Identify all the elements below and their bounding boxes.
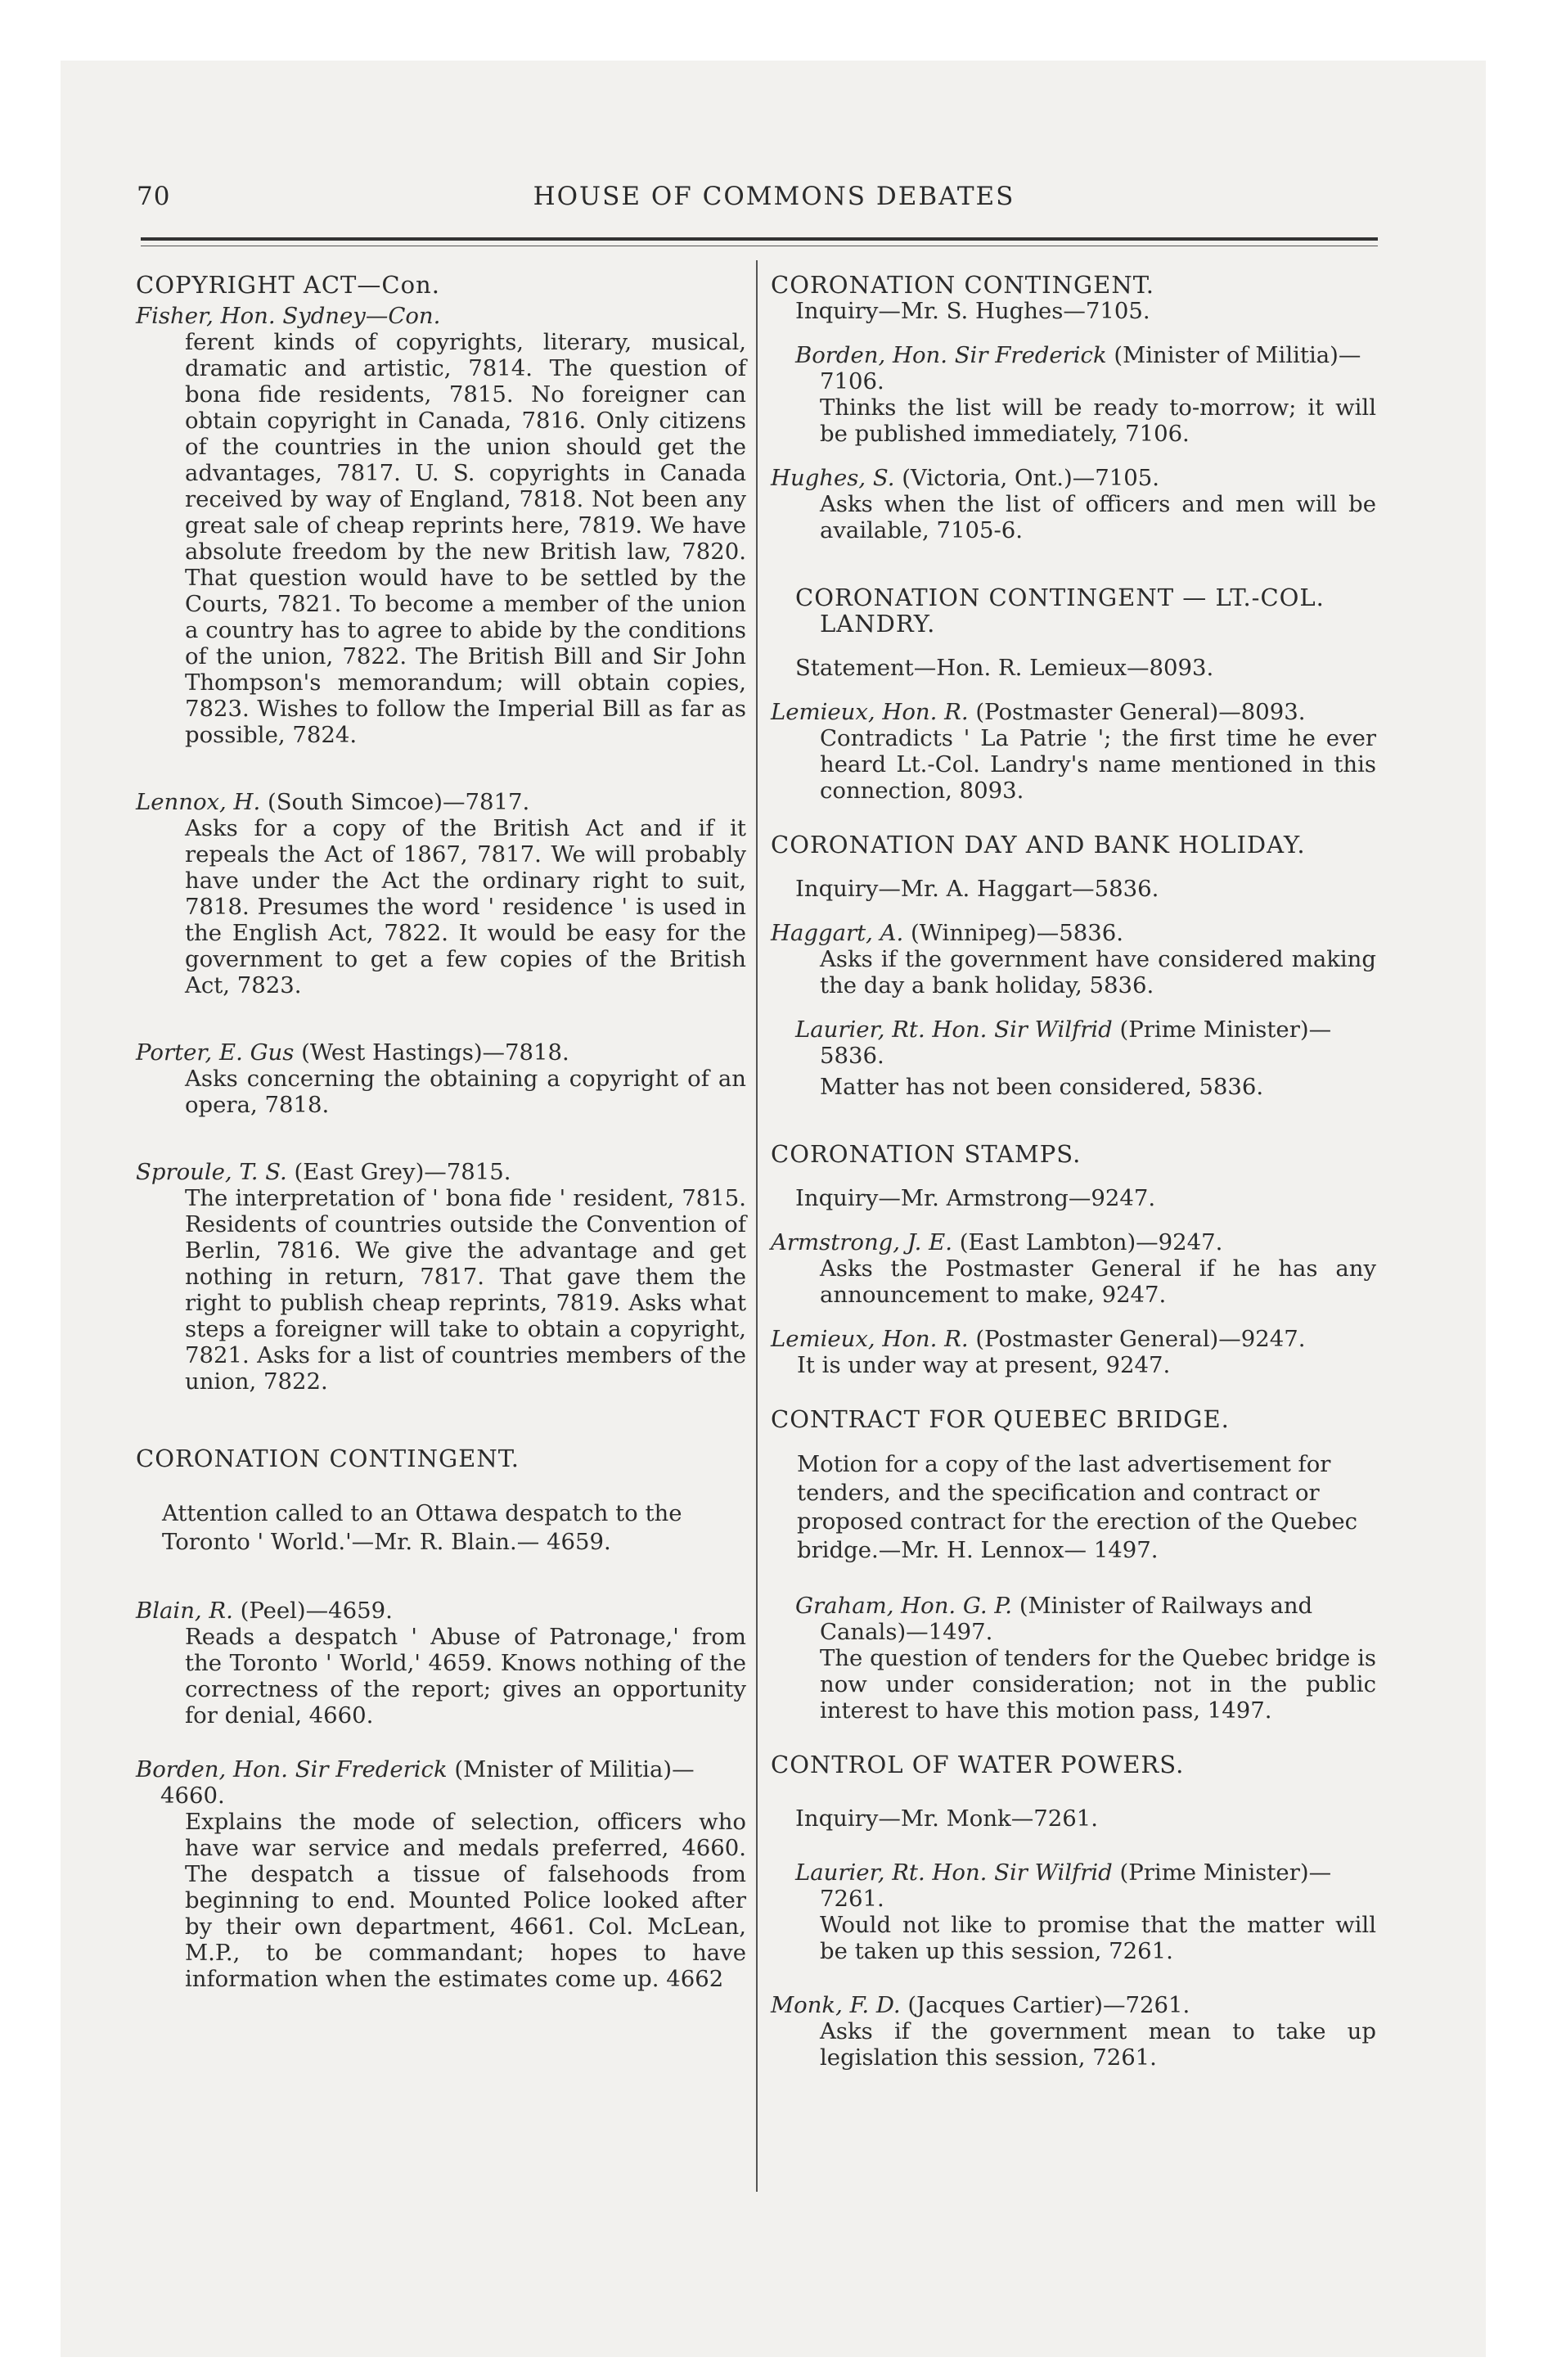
speaker-line: [771, 342, 1376, 394]
speaker-line: [136, 1159, 746, 1185]
inquiry-line: Inquiry—Mr. A. Haggart—5836.: [795, 876, 1159, 902]
entry-text: It is under way at present, 9247.: [797, 1352, 1171, 1378]
entry-text: Thinks the list will be ready to-morrow; it will be published immediately, 7106.: [820, 394, 1376, 447]
speaker-line: [136, 1598, 746, 1624]
speaker-name: Monk, F. D.: [771, 1992, 901, 2018]
speaker-line: [771, 1229, 1376, 1255]
entry-text: Asks if the government have considered making the day a bank holiday, 5836.: [820, 946, 1376, 998]
entry-text: The interpretation of ' bona fide ' resident, 7815. Residents of countries outside the Convention of Berlin, 7816. We give the advantage and get nothing in return, 7817. That gave them the right to publish cheap reprints, 7819. Asks what steps a foreigner will take to obtain a copyright, 7821. Asks for a list of countries members of the union, 7822.: [185, 1185, 746, 1395]
speaker-detail: (West Hastings)—7818.: [301, 1039, 569, 1066]
entry-text: Asks the Postmaster General if he has any announcement to make, 9247.: [820, 1255, 1376, 1308]
running-head: HOUSE OF COMMONS DEBATES: [533, 182, 1015, 211]
speaker-name: Haggart, A.: [771, 920, 904, 946]
speaker-detail: (Postmaster General)—9247.: [975, 1326, 1306, 1352]
section-heading: CORONATION STAMPS.: [771, 1140, 1082, 1168]
speaker-line: [136, 1756, 746, 1809]
page-number: 70: [137, 182, 171, 211]
inquiry-line: Inquiry—Mr. Armstrong—9247.: [795, 1185, 1156, 1211]
speaker-line: [136, 1039, 746, 1066]
entry-text: ferent kinds of copyrights, literary, musical, dramatic and artistic, 7814. The question of bona fide residents, 7815. No foreigner can obtain copyright in Canada, 7816. Only citizens of the countries in the union should get the advantages, 7817. U. S. copyrights in Canada received by way of England, 7818. Not been any great sale of cheap reprints here, 7819. We have absolute freedom by the new British law, 7820. That question would have to be settled by the Courts, 7821. To become a member of the union a country has to agree to abide by the conditions of the union, 7822. The British Bill and Sir John Thompson's memorandum; will obtain copies, 7823. Wishes to follow the Imperial Bill as far as possible, 7824.: [185, 329, 746, 748]
right-column: [771, 272, 1376, 2071]
header-rule: [141, 237, 1378, 241]
speaker-name: Borden, Hon. Sir Frederick: [136, 1756, 448, 1783]
entry-text: Asks when the list of officers and men will be available, 7105-6.: [820, 491, 1376, 543]
speaker-name: Lennox, H.: [136, 789, 261, 815]
speaker-detail: (Jacques Cartier)—7261.: [907, 1992, 1190, 2018]
entry-text: Asks for a copy of the British Act and if it repeals the Act of 1867, 7817. We will probably have under the Act the ordinary right to suit, 7818. Presumes the word ' residence ' is used in the English Act, 7822. It would be easy for the government to get a few copies of the British Act, 7823.: [185, 815, 746, 998]
speaker-name: Lemieux, Hon. R.: [771, 699, 969, 725]
section-heading: CONTRACT FOR QUEBEC BRIDGE.: [771, 1405, 1230, 1433]
speaker-detail: (Winnipeg)—5836.: [911, 920, 1123, 946]
speaker-detail: (Mnister of Militia)—4660.: [160, 1756, 695, 1809]
speaker-name: Borden, Hon. Sir Frederick: [795, 342, 1107, 368]
inquiry-line: Inquiry—Mr. S. Hughes—7105.: [795, 298, 1150, 324]
left-column: [136, 272, 746, 1992]
speaker-line: [771, 465, 1376, 491]
speaker-name: Fisher, Hon. Sydney—Con.: [136, 303, 441, 329]
entry-text: Would not like to promise that the matter will be taken up this session, 7261.: [820, 1912, 1376, 1964]
speaker-line: [771, 1593, 1376, 1645]
speaker-detail: (Minister of Militia)—7106.: [820, 342, 1361, 394]
speaker-line: [136, 789, 746, 815]
speaker-line: [771, 920, 1376, 946]
inquiry-line: Inquiry—Mr. Monk—7261.: [795, 1805, 1098, 1832]
speaker-line: [771, 1016, 1376, 1069]
speaker-name: Laurier, Rt. Hon. Sir Wilfrid: [795, 1859, 1113, 1886]
speaker-detail: (East Lambton)—9247.: [959, 1229, 1223, 1255]
motion-text: Motion for a copy of the last advertisement for tenders, and the specification and contract or proposed contract for the erection of the Quebec bridge.—Mr. H. Lennox— 1497.: [797, 1451, 1358, 1563]
speaker-name: Lemieux, Hon. R.: [771, 1326, 969, 1352]
speaker-detail: (East Grey)—7815.: [294, 1159, 511, 1185]
section-heading: CORONATION CONTINGENT — LT.-COL. LANDRY.: [795, 584, 1325, 638]
speaker-line: [771, 1326, 1376, 1352]
speaker-detail: (Peel)—4659.: [240, 1598, 393, 1624]
entry-text: Explains the mode of selection, officers who have war service and medals preferred, 4660. The despatch a tissue of falsehoods from beginning to end. Mounted Police looked after by their own department, 4661. Col. McLean, M.P., to be commandant; hopes to have information when the estimates come up. 4662: [185, 1809, 746, 1992]
entry-text: The question of tenders for the Quebec bridge is now under consideration; not in the public interest to have this motion pass, 1497.: [820, 1645, 1376, 1724]
speaker-detail: (Postmaster General)—8093.: [975, 699, 1306, 725]
entry-text: Asks if the government mean to take up legislation this session, 7261.: [820, 2018, 1376, 2071]
speaker-line: [771, 1859, 1376, 1912]
speaker-name: Sproule, T. S.: [136, 1159, 287, 1185]
speaker-detail: (Victoria, Ont.)—7105.: [902, 465, 1159, 491]
entry-text: Matter has not been considered, 5836.: [820, 1074, 1264, 1100]
motion-text: Attention called to an Ottawa despatch to the Toronto ' World.'—Mr. R. Blain.— 4659.: [162, 1500, 682, 1555]
speaker-detail: (Prime Minister)—7261.: [820, 1859, 1332, 1912]
speaker-name: Blain, R.: [136, 1598, 233, 1624]
section-heading: CONTROL OF WATER POWERS.: [771, 1751, 1185, 1778]
speaker-line: [771, 1992, 1376, 2018]
speaker-detail: (Prime Minister)—5836.: [820, 1016, 1332, 1069]
speaker-name: Graham, Hon. G. P.: [795, 1593, 1013, 1619]
speaker-name: Laurier, Rt. Hon. Sir Wilfrid: [795, 1016, 1113, 1043]
speaker-name: Porter, E. Gus: [136, 1039, 295, 1066]
section-heading: CORONATION CONTINGENT.: [771, 271, 1154, 299]
entry-text: Reads a despatch ' Abuse of Patronage,' from the Toronto ' World,' 4659. Knows nothing of the correctness of the report; gives an opportunity for denial, 4660.: [185, 1624, 746, 1729]
section-heading: CORONATION CONTINGENT.: [136, 1445, 520, 1472]
entry-text: Contradicts ' La Patrie '; the first time he ever heard Lt.-Col. Landry's name mentioned in this connection, 8093.: [820, 725, 1376, 804]
speaker-line: [136, 303, 746, 329]
speaker-detail: (Minister of Railways and Canals)—1497.: [820, 1593, 1313, 1645]
section-heading: CORONATION DAY AND BANK HOLIDAY.: [771, 831, 1306, 859]
speaker-name: Hughes, S.: [771, 465, 895, 491]
speaker-detail: (South Simcoe)—7817.: [267, 789, 530, 815]
speaker-line: [771, 699, 1376, 725]
column-divider: [756, 260, 758, 2192]
section-heading: COPYRIGHT ACT—Con.: [136, 271, 440, 299]
statement-line: Statement—Hon. R. Lemieux—8093.: [795, 655, 1214, 681]
entry-text: Asks concerning the obtaining a copyright of an opera, 7818.: [185, 1066, 746, 1118]
speaker-name: Armstrong, J. E.: [771, 1229, 952, 1255]
